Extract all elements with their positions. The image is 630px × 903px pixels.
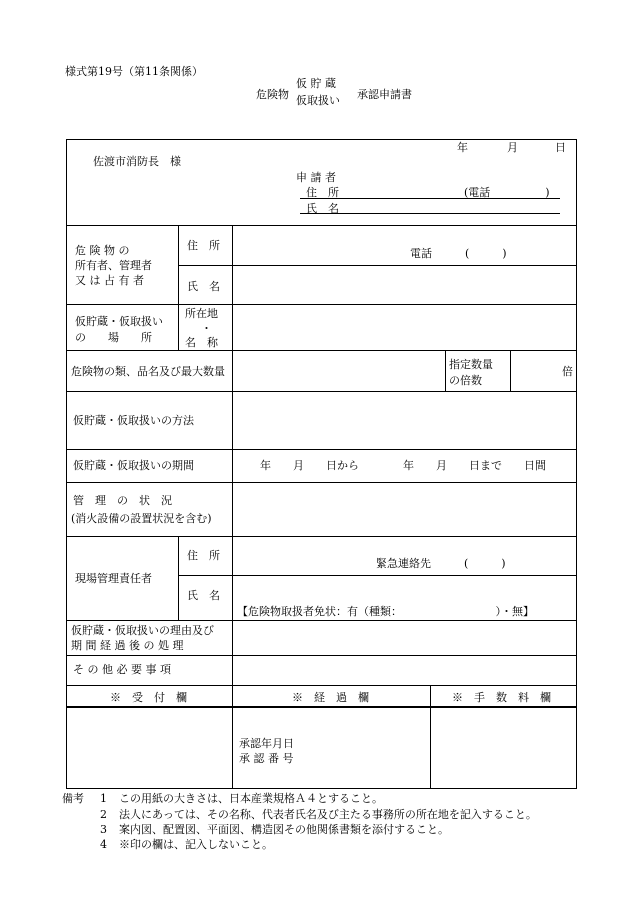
owner-label-3: 又 は 占 有 者 <box>75 274 144 287</box>
manager-name-label: 氏 名 <box>187 589 220 602</box>
note-3-num: 3 <box>100 823 107 836</box>
reception-header: ※ 受 付 欄 <box>110 691 187 704</box>
owner-label-2: 所有者、管理者 <box>75 259 152 272</box>
manager-emergency-label: 緊急連絡先 ( ) <box>376 557 506 570</box>
management-label-1: 管 理 の 状 況 <box>73 494 172 507</box>
manager-address-label: 住 所 <box>187 549 220 562</box>
date-month: 月 <box>507 141 518 154</box>
title-mid-bottom: 仮取扱い <box>296 94 340 107</box>
hazmat-multiple-1: 指定数量 <box>449 358 493 371</box>
title-suffix: 承認申請書 <box>357 88 412 101</box>
date-day: 日 <box>555 141 566 154</box>
progress-header: ※ 経 過 欄 <box>292 691 369 704</box>
owner-address-label: 住 所 <box>187 239 220 252</box>
place-label-2: の 場 所 <box>75 331 152 344</box>
note-2-text: 法人にあっては、その名称、代表者氏名及び主たる事務所の所在地を記入すること。 <box>119 808 537 821</box>
manager-license: 【危険物取扱者免状：有（種類： ）・無】 <box>237 605 534 618</box>
form-number: 様式第19号（第11条関係） <box>65 65 203 78</box>
approval-date-label: 承認年月日 <box>239 737 294 750</box>
applicant-name-label: 氏 名 <box>306 202 339 215</box>
title-mid-top: 仮 貯 蔵 <box>296 77 336 90</box>
period-label: 仮貯蔵・仮取扱いの期間 <box>73 459 194 472</box>
reason-label-1: 仮貯蔵・仮取扱いの理由及び <box>71 624 214 637</box>
applicant-phone-label: (電話 ) <box>464 186 550 199</box>
reason-label-2: 期 間 経 過 後 の 処 理 <box>71 639 184 652</box>
title-prefix: 危険物 <box>256 88 289 101</box>
notes-label: 備考 <box>62 792 84 805</box>
period-value: 年 月 日から 年 月 日まで 日間 <box>260 459 546 472</box>
management-label-2: (消火設備の設置状況を含む) <box>71 512 212 525</box>
owner-label-1: 危 険 物 の <box>75 244 130 257</box>
manager-label: 現場管理責任者 <box>75 572 152 585</box>
place-sub-1: 所在地 <box>185 307 218 320</box>
owner-phone-label: 電話 ( ) <box>410 247 507 260</box>
place-label-1: 仮貯蔵・仮取扱い <box>75 315 163 328</box>
place-sub-2: ・ <box>201 322 212 335</box>
fee-header: ※ 手 数 料 欄 <box>452 691 551 704</box>
owner-name-label: 氏 名 <box>187 280 220 293</box>
note-3-text: 案内図、配置図、平面図、構造図その他関係書類を添付すること。 <box>119 823 449 836</box>
hazmat-label: 危険物の類、品名及び最大数量 <box>71 365 225 378</box>
hazmat-multiple-2: の倍数 <box>449 374 482 387</box>
method-label: 仮貯蔵・仮取扱いの方法 <box>73 414 194 427</box>
applicant-address-label: 住 所 <box>306 186 339 199</box>
place-sub-3: 名 称 <box>185 336 218 349</box>
note-1-text: この用紙の大きさは、日本産業規格Ａ４とすること。 <box>119 792 383 805</box>
approval-number-label: 承 認 番 号 <box>239 752 294 765</box>
note-2-num: 2 <box>100 808 107 821</box>
note-4-text: ※印の欄は、記入しないこと。 <box>119 838 273 851</box>
addressee: 佐渡市消防長 様 <box>93 155 181 168</box>
date-year: 年 <box>457 141 468 154</box>
applicant-label: 申 請 者 <box>296 171 336 184</box>
hazmat-times: 倍 <box>562 365 573 378</box>
note-4-num: 4 <box>100 838 107 851</box>
note-1-num: 1 <box>100 792 107 805</box>
other-label: そ の 他 必 要 事 項 <box>73 663 171 676</box>
